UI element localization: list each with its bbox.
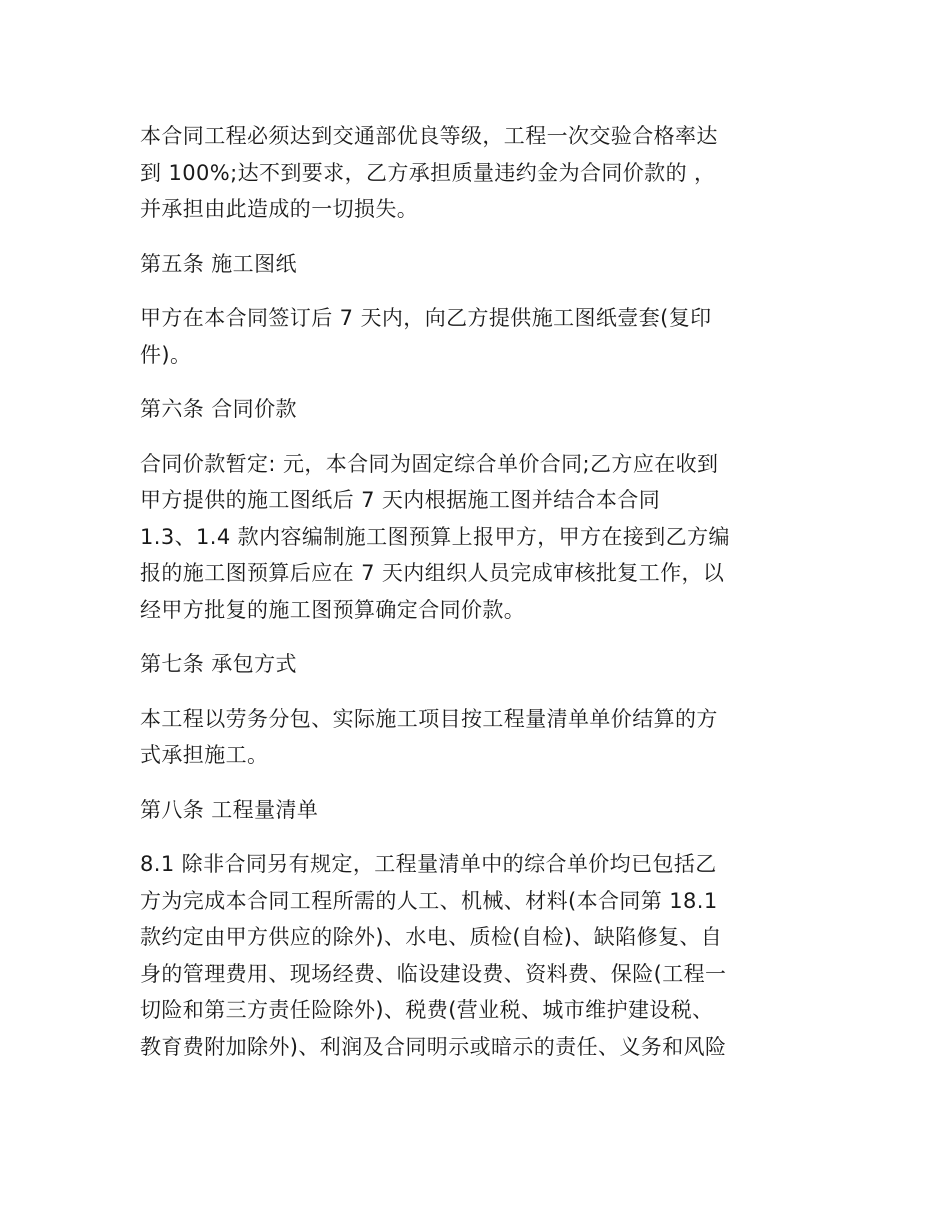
text-line: 并承担由此造成的一切损失。 (140, 197, 419, 221)
text-line: 教育费附加除外)、利润及合同明示或暗示的责任、义务和风险 (140, 1034, 727, 1059)
paragraph-contracting-method (140, 701, 820, 774)
section-heading-article-5 (140, 246, 820, 283)
text-line: 本合同工程必须达到交通部优良等级，工程一次交验合格率达 (140, 124, 718, 148)
document-body (140, 118, 820, 1083)
text-line: 报的施工图预算后应在 7 天内组织人员完成审核批复工作，以 (140, 561, 725, 585)
text-line: 8.1 除非合同另有规定，工程量清单中的综合单价均已包括乙 (140, 852, 717, 876)
paragraph-drawings (140, 300, 820, 373)
text-line: 1.3、1.4 款内容编制施工图预算上报甲方，甲方在接到乙方编 (140, 524, 730, 549)
text-line: 切险和第三方责任险除外)、税费(营业税、城市维护建设税、 (140, 998, 714, 1022)
heading-text: 第六条 合同价款 (140, 397, 297, 421)
section-heading-article-6 (140, 391, 820, 428)
text-line: 经甲方批复的施工图预算确定合同价款。 (140, 597, 526, 622)
paragraph-bill-of-quantities (140, 846, 820, 1065)
text-line: 本工程以劳务分包、实际施工项目按工程量清单单价结算的方 (140, 706, 718, 731)
section-heading-article-7 (140, 646, 820, 683)
text-line: 身的管理费用、现场经费、临设建设费、资料费、保险(工程一 (140, 961, 727, 986)
heading-text: 第八条 工程量清单 (140, 797, 319, 822)
heading-text: 第七条 承包方式 (140, 652, 297, 676)
text-line: 式承担施工。 (140, 743, 269, 767)
text-line: 甲方在本合同签订后 7 天内，向乙方提供施工图纸壹套(复印 (140, 306, 712, 330)
text-line: 到 100%;达不到要求，乙方承担质量违约金为合同价款的 ， (140, 160, 716, 185)
text-line: 款约定由甲方供应的除外)、水电、质检(自检)、缺陷修复、自 (140, 925, 723, 949)
section-heading-article-8 (140, 792, 820, 829)
text-line: 方为完成本合同工程所需的人工、机械、材料(本合同第 18.1 (140, 888, 718, 913)
text-line: 合同价款暂定: 元，本合同为固定综合单价合同;乙方应在收到 (140, 451, 719, 476)
text-line: 件)。 (140, 342, 192, 367)
text-line: 甲方提供的施工图纸后 7 天内根据施工图并结合本合同 (140, 488, 661, 512)
paragraph-quality-requirement (140, 118, 820, 228)
heading-text: 第五条 施工图纸 (140, 251, 297, 276)
paragraph-contract-price (140, 446, 820, 629)
